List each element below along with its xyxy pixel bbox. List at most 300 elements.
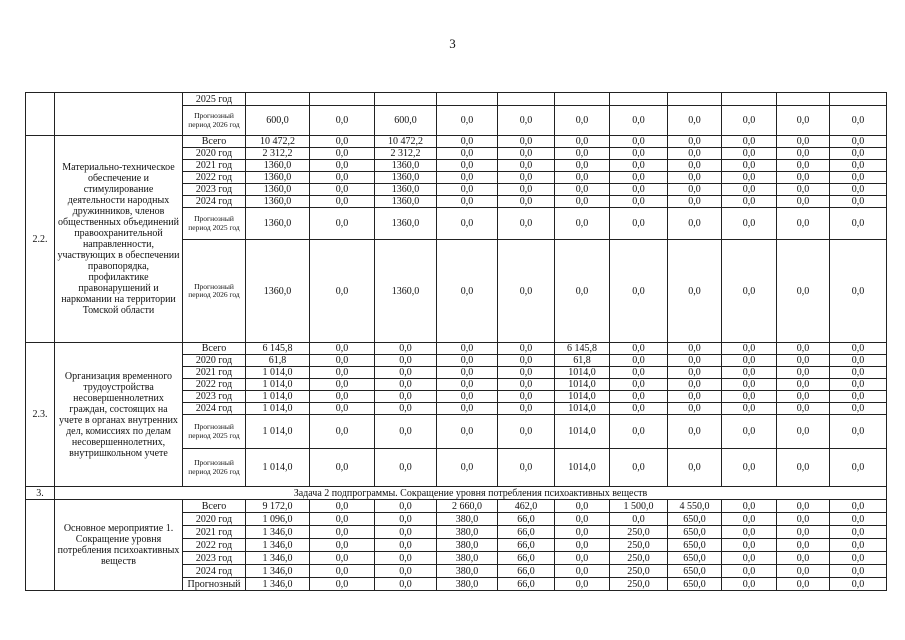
value-cell: 0,0	[610, 415, 668, 449]
section-index	[26, 500, 55, 591]
value-cell	[310, 93, 375, 106]
year-label: Всего	[183, 136, 246, 148]
value-cell: 1 014,0	[246, 391, 310, 403]
value-cell: 0,0	[498, 391, 555, 403]
section-index: 2.2.	[26, 136, 55, 343]
value-cell: 0,0	[555, 184, 610, 196]
value-cell: 0,0	[610, 513, 668, 526]
value-cell: 0,0	[722, 106, 777, 136]
value-cell: 0,0	[437, 355, 498, 367]
value-cell: 650,0	[668, 552, 722, 565]
measure-name: Основное мероприятие 1. Сокращение уровня потребления психоактивных веществ	[55, 500, 183, 591]
value-cell: 0,0	[375, 367, 437, 379]
value-cell: 1360,0	[375, 240, 437, 343]
value-cell: 0,0	[498, 148, 555, 160]
budget-table	[25, 92, 887, 591]
value-cell: 0,0	[777, 196, 830, 208]
value-cell: 0,0	[668, 160, 722, 172]
value-cell: 0,0	[610, 343, 668, 355]
value-cell: 0,0	[310, 106, 375, 136]
value-cell: 0,0	[375, 513, 437, 526]
value-cell: 0,0	[830, 578, 887, 591]
value-cell: 1360,0	[375, 196, 437, 208]
value-cell: 0,0	[310, 160, 375, 172]
value-cell: 0,0	[722, 415, 777, 449]
value-cell: 1014,0	[555, 367, 610, 379]
value-cell: 380,0	[437, 526, 498, 539]
value-cell: 0,0	[310, 449, 375, 487]
value-cell: 0,0	[310, 415, 375, 449]
value-cell: 0,0	[830, 148, 887, 160]
value-cell: 0,0	[498, 160, 555, 172]
value-cell: 0,0	[555, 578, 610, 591]
value-cell: 0,0	[610, 449, 668, 487]
value-cell: 0,0	[375, 500, 437, 513]
value-cell: 0,0	[722, 184, 777, 196]
value-cell: 0,0	[722, 367, 777, 379]
value-cell: 0,0	[610, 106, 668, 136]
value-cell: 0,0	[610, 136, 668, 148]
value-cell: 0,0	[610, 240, 668, 343]
value-cell: 1360,0	[246, 184, 310, 196]
value-cell: 0,0	[830, 240, 887, 343]
value-cell: 0,0	[310, 148, 375, 160]
value-cell: 0,0	[310, 565, 375, 578]
value-cell: 0,0	[830, 343, 887, 355]
value-cell: 0,0	[310, 539, 375, 552]
value-cell	[610, 93, 668, 106]
table-row	[26, 343, 887, 355]
value-cell: 0,0	[777, 449, 830, 487]
value-cell: 0,0	[722, 449, 777, 487]
value-cell: 1014,0	[555, 379, 610, 391]
value-cell: 0,0	[555, 106, 610, 136]
value-cell: 1 346,0	[246, 526, 310, 539]
value-cell: 0,0	[375, 552, 437, 565]
value-cell: 0,0	[437, 172, 498, 184]
value-cell: 0,0	[722, 379, 777, 391]
value-cell: 0,0	[437, 415, 498, 449]
value-cell: 0,0	[555, 136, 610, 148]
value-cell: 10 472,2	[375, 136, 437, 148]
value-cell: 0,0	[830, 500, 887, 513]
value-cell: 0,0	[310, 208, 375, 240]
value-cell: 0,0	[777, 172, 830, 184]
year-label: 2022 год	[183, 172, 246, 184]
year-label: Прогнозный период 2026 год	[183, 106, 246, 136]
year-label: 2024 год	[183, 565, 246, 578]
value-cell: 0,0	[610, 379, 668, 391]
value-cell: 0,0	[310, 172, 375, 184]
value-cell: 66,0	[498, 578, 555, 591]
value-cell: 0,0	[375, 343, 437, 355]
value-cell: 0,0	[555, 539, 610, 552]
value-cell: 0,0	[555, 552, 610, 565]
value-cell: 0,0	[610, 184, 668, 196]
year-label: 2021 год	[183, 367, 246, 379]
value-cell: 0,0	[555, 172, 610, 184]
value-cell: 1360,0	[246, 240, 310, 343]
value-cell: 0,0	[668, 379, 722, 391]
section-index	[26, 93, 55, 136]
year-label: 2022 год	[183, 379, 246, 391]
value-cell	[375, 93, 437, 106]
value-cell: 1 346,0	[246, 565, 310, 578]
value-cell: 0,0	[777, 160, 830, 172]
value-cell: 0,0	[375, 403, 437, 415]
value-cell: 0,0	[722, 196, 777, 208]
value-cell: 1014,0	[555, 415, 610, 449]
value-cell: 0,0	[830, 160, 887, 172]
value-cell: 1 346,0	[246, 578, 310, 591]
value-cell: 0,0	[437, 184, 498, 196]
value-cell: 250,0	[610, 578, 668, 591]
value-cell: 1014,0	[555, 403, 610, 415]
value-cell: 1360,0	[246, 196, 310, 208]
value-cell: 250,0	[610, 565, 668, 578]
section-index: 2.3.	[26, 343, 55, 487]
value-cell: 1 014,0	[246, 403, 310, 415]
value-cell: 0,0	[830, 172, 887, 184]
value-cell: 0,0	[777, 240, 830, 343]
value-cell: 0,0	[668, 355, 722, 367]
value-cell: 0,0	[437, 391, 498, 403]
value-cell: 0,0	[830, 449, 887, 487]
value-cell: 66,0	[498, 552, 555, 565]
value-cell: 0,0	[830, 403, 887, 415]
value-cell: 0,0	[498, 136, 555, 148]
year-label: 2020 год	[183, 513, 246, 526]
value-cell	[555, 93, 610, 106]
value-cell: 0,0	[310, 403, 375, 415]
value-cell: 0,0	[375, 565, 437, 578]
value-cell: 0,0	[375, 379, 437, 391]
value-cell: 0,0	[498, 367, 555, 379]
value-cell: 0,0	[668, 240, 722, 343]
value-cell: 66,0	[498, 526, 555, 539]
value-cell: 0,0	[610, 208, 668, 240]
value-cell: 0,0	[437, 136, 498, 148]
value-cell: 0,0	[437, 343, 498, 355]
year-label: 2024 год	[183, 196, 246, 208]
value-cell: 1360,0	[246, 208, 310, 240]
value-cell: 66,0	[498, 513, 555, 526]
value-cell: 0,0	[722, 136, 777, 148]
value-cell: 0,0	[668, 136, 722, 148]
value-cell	[777, 93, 830, 106]
value-cell: 0,0	[722, 539, 777, 552]
value-cell: 0,0	[722, 500, 777, 513]
year-label: 2023 год	[183, 184, 246, 196]
value-cell: 0,0	[437, 148, 498, 160]
value-cell: 0,0	[722, 208, 777, 240]
value-cell: 0,0	[830, 208, 887, 240]
value-cell: 0,0	[555, 565, 610, 578]
value-cell: 1360,0	[375, 172, 437, 184]
value-cell: 0,0	[830, 106, 887, 136]
value-cell: 380,0	[437, 578, 498, 591]
value-cell: 0,0	[722, 513, 777, 526]
value-cell: 650,0	[668, 513, 722, 526]
value-cell: 0,0	[498, 184, 555, 196]
value-cell: 0,0	[777, 208, 830, 240]
value-cell: 0,0	[437, 240, 498, 343]
value-cell: 0,0	[830, 552, 887, 565]
value-cell: 0,0	[722, 403, 777, 415]
value-cell: 0,0	[610, 160, 668, 172]
value-cell: 0,0	[610, 391, 668, 403]
value-cell: 0,0	[498, 403, 555, 415]
value-cell: 0,0	[777, 367, 830, 379]
value-cell: 380,0	[437, 539, 498, 552]
value-cell: 0,0	[777, 136, 830, 148]
value-cell: 0,0	[375, 539, 437, 552]
value-cell: 0,0	[310, 526, 375, 539]
value-cell: 0,0	[437, 403, 498, 415]
value-cell: 2 312,2	[246, 148, 310, 160]
year-label: Прогнозный период 2025 год	[183, 208, 246, 240]
value-cell: 0,0	[375, 415, 437, 449]
value-cell: 0,0	[777, 391, 830, 403]
value-cell: 10 472,2	[246, 136, 310, 148]
value-cell: 0,0	[498, 449, 555, 487]
value-cell: 0,0	[437, 106, 498, 136]
year-label: Прогнозный период 2025 год	[183, 415, 246, 449]
value-cell: 1 014,0	[246, 367, 310, 379]
value-cell: 0,0	[498, 379, 555, 391]
value-cell: 0,0	[668, 106, 722, 136]
value-cell: 0,0	[668, 148, 722, 160]
task-title: Задача 2 подпрограммы. Сокращение уровня потребления психоактивных веществ	[55, 487, 887, 500]
value-cell: 0,0	[722, 565, 777, 578]
value-cell: 462,0	[498, 500, 555, 513]
value-cell: 0,0	[437, 379, 498, 391]
value-cell: 650,0	[668, 526, 722, 539]
value-cell: 0,0	[498, 106, 555, 136]
page-number: 3	[449, 36, 456, 51]
value-cell: 0,0	[437, 367, 498, 379]
value-cell: 0,0	[722, 552, 777, 565]
value-cell: 0,0	[437, 208, 498, 240]
value-cell: 0,0	[722, 526, 777, 539]
value-cell: 0,0	[830, 415, 887, 449]
value-cell: 0,0	[310, 240, 375, 343]
year-label: Всего	[183, 343, 246, 355]
section-index: 3.	[26, 487, 55, 500]
value-cell: 61,8	[246, 355, 310, 367]
value-cell: 0,0	[830, 539, 887, 552]
value-cell: 2 660,0	[437, 500, 498, 513]
value-cell: 0,0	[777, 106, 830, 136]
value-cell: 0,0	[610, 403, 668, 415]
value-cell	[830, 93, 887, 106]
value-cell: 0,0	[555, 160, 610, 172]
value-cell: 0,0	[555, 208, 610, 240]
value-cell: 61,8	[555, 355, 610, 367]
value-cell: 0,0	[668, 415, 722, 449]
value-cell: 0,0	[777, 513, 830, 526]
value-cell: 0,0	[777, 355, 830, 367]
value-cell: 0,0	[610, 196, 668, 208]
value-cell: 1360,0	[375, 208, 437, 240]
value-cell: 0,0	[722, 240, 777, 343]
value-cell: 0,0	[668, 449, 722, 487]
value-cell: 0,0	[830, 391, 887, 403]
measure-name	[55, 93, 183, 136]
value-cell: 66,0	[498, 539, 555, 552]
value-cell: 0,0	[375, 526, 437, 539]
value-cell: 0,0	[668, 403, 722, 415]
value-cell: 0,0	[310, 343, 375, 355]
value-cell: 0,0	[610, 355, 668, 367]
year-label: 2021 год	[183, 526, 246, 539]
value-cell: 66,0	[498, 565, 555, 578]
value-cell: 0,0	[777, 565, 830, 578]
value-cell: 0,0	[777, 403, 830, 415]
value-cell: 0,0	[830, 196, 887, 208]
value-cell	[437, 93, 498, 106]
value-cell: 0,0	[375, 578, 437, 591]
value-cell: 1 014,0	[246, 449, 310, 487]
value-cell: 0,0	[668, 391, 722, 403]
value-cell: 0,0	[555, 500, 610, 513]
value-cell	[246, 93, 310, 106]
measure-name: Материально-техническое обеспечение и стимулирование деятельности народных дружинников, членов общественных объединений правоохранительной направленности, участвующих в обеспечении правопорядка, профилактике правонарушений и наркомании на территории Томской области	[55, 136, 183, 343]
value-cell: 1 346,0	[246, 539, 310, 552]
value-cell: 0,0	[310, 355, 375, 367]
value-cell: 0,0	[498, 172, 555, 184]
value-cell: 0,0	[668, 196, 722, 208]
value-cell: 0,0	[777, 578, 830, 591]
value-cell: 0,0	[777, 343, 830, 355]
value-cell: 0,0	[310, 196, 375, 208]
value-cell: 0,0	[310, 379, 375, 391]
value-cell: 0,0	[310, 184, 375, 196]
value-cell: 1360,0	[375, 184, 437, 196]
value-cell: 1 346,0	[246, 552, 310, 565]
value-cell: 9 172,0	[246, 500, 310, 513]
value-cell: 0,0	[375, 391, 437, 403]
value-cell: 0,0	[498, 208, 555, 240]
value-cell: 1 500,0	[610, 500, 668, 513]
value-cell: 0,0	[310, 513, 375, 526]
value-cell: 1 014,0	[246, 415, 310, 449]
value-cell: 0,0	[722, 343, 777, 355]
value-cell: 0,0	[830, 367, 887, 379]
value-cell: 0,0	[668, 184, 722, 196]
value-cell: 250,0	[610, 526, 668, 539]
year-label: 2021 год	[183, 160, 246, 172]
year-label: Прогнозный период 2026 год	[183, 240, 246, 343]
value-cell: 0,0	[498, 240, 555, 343]
year-label: Прогнозный	[183, 578, 246, 591]
value-cell: 0,0	[777, 148, 830, 160]
value-cell: 0,0	[310, 367, 375, 379]
value-cell: 1 014,0	[246, 379, 310, 391]
value-cell: 650,0	[668, 578, 722, 591]
value-cell: 0,0	[610, 172, 668, 184]
measure-name: Организация временного трудоустройства несовершеннолетних граждан, состоящих на учете в органах внутренних дел, комиссиях по делам несовершеннолетних, внутришкольном учете	[55, 343, 183, 487]
value-cell: 0,0	[830, 565, 887, 578]
value-cell: 0,0	[722, 391, 777, 403]
value-cell: 0,0	[777, 526, 830, 539]
value-cell: 0,0	[668, 172, 722, 184]
value-cell: 0,0	[722, 160, 777, 172]
value-cell: 1360,0	[246, 172, 310, 184]
value-cell: 0,0	[777, 415, 830, 449]
table-row	[26, 500, 887, 513]
year-label: 2022 год	[183, 539, 246, 552]
value-cell: 600,0	[375, 106, 437, 136]
value-cell: 0,0	[668, 367, 722, 379]
value-cell: 0,0	[610, 367, 668, 379]
value-cell: 0,0	[437, 196, 498, 208]
value-cell: 0,0	[830, 136, 887, 148]
value-cell: 0,0	[830, 184, 887, 196]
value-cell: 380,0	[437, 513, 498, 526]
value-cell: 0,0	[498, 355, 555, 367]
value-cell: 0,0	[777, 184, 830, 196]
table-row	[26, 136, 887, 148]
value-cell: 0,0	[830, 355, 887, 367]
year-label: 2024 год	[183, 403, 246, 415]
value-cell: 650,0	[668, 539, 722, 552]
value-cell: 0,0	[437, 160, 498, 172]
value-cell: 0,0	[722, 148, 777, 160]
value-cell: 0,0	[777, 552, 830, 565]
value-cell: 1014,0	[555, 449, 610, 487]
value-cell: 0,0	[310, 136, 375, 148]
value-cell: 0,0	[310, 578, 375, 591]
value-cell: 250,0	[610, 539, 668, 552]
value-cell: 1360,0	[246, 160, 310, 172]
value-cell: 0,0	[498, 415, 555, 449]
year-label: 2020 год	[183, 148, 246, 160]
value-cell: 0,0	[555, 196, 610, 208]
value-cell: 0,0	[668, 208, 722, 240]
value-cell: 0,0	[610, 148, 668, 160]
value-cell: 0,0	[310, 552, 375, 565]
value-cell: 6 145,8	[246, 343, 310, 355]
value-cell: 600,0	[246, 106, 310, 136]
value-cell: 0,0	[555, 240, 610, 343]
year-label: 2023 год	[183, 552, 246, 565]
year-label: 2023 год	[183, 391, 246, 403]
value-cell: 0,0	[437, 449, 498, 487]
value-cell	[498, 93, 555, 106]
value-cell: 1360,0	[375, 160, 437, 172]
value-cell: 0,0	[310, 391, 375, 403]
value-cell: 650,0	[668, 565, 722, 578]
value-cell: 0,0	[722, 355, 777, 367]
value-cell	[668, 93, 722, 106]
value-cell: 0,0	[830, 379, 887, 391]
value-cell: 0,0	[375, 355, 437, 367]
value-cell: 0,0	[310, 500, 375, 513]
value-cell: 0,0	[555, 148, 610, 160]
value-cell: 380,0	[437, 552, 498, 565]
value-cell: 0,0	[830, 526, 887, 539]
table-row	[26, 93, 887, 106]
value-cell: 1014,0	[555, 391, 610, 403]
year-label: 2020 год	[183, 355, 246, 367]
value-cell: 0,0	[375, 449, 437, 487]
year-label: Прогнозный период 2026 год	[183, 449, 246, 487]
value-cell: 0,0	[777, 379, 830, 391]
value-cell: 0,0	[722, 172, 777, 184]
value-cell: 6 145,8	[555, 343, 610, 355]
year-label: Всего	[183, 500, 246, 513]
